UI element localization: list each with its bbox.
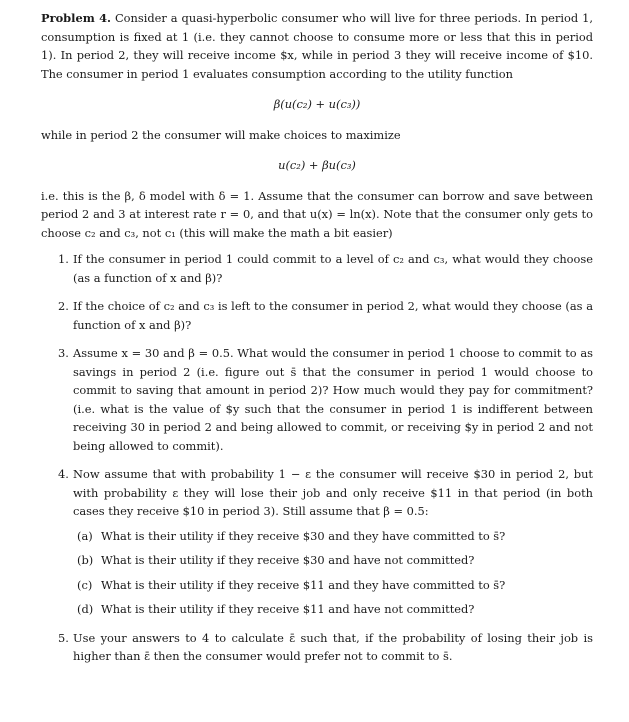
problem-middle-text: while in period 2 the consumer will make choices to maximize (41, 127, 401, 142)
question-item (41, 465, 593, 619)
question-text: Assume x = 30 and β = 0.5. What would the consumer in period 1 choose to commit to as savings in period 2 (i.e. figure out s̄ that the consumer in period 1 would choose to commit to saving that amount in period 2)? How much would they pay for commitment? (i.e. what is the value of $y such that the consumer in period 1 is indifferent between receiving 30 in period 2 and being allowed to commit, or receiving $y in period 2 and not being allowed to commit). (73, 346, 593, 453)
question-number: 2. (58, 299, 69, 313)
question-number: 3. (58, 346, 69, 360)
question-number: 5. (58, 630, 69, 645)
problem-intro-text: Consider a quasi-hyperbolic consumer who will live for three periods. In period 1, consumption is fixed at 1 (i.e. they cannot choose to consume more or less that this in period 1). In period 2, they will receive income $x, while in period 3 they will receive income of $10. The consumer in period 1 evaluates consumption according to the utility function (41, 11, 593, 81)
sub-question-item (73, 576, 593, 595)
question-text: Use your answers to 4 to calculate ε̄ such that, if the probability of losing their job is higher than ε̄ then the consumer would prefer not to commit to s̄. (73, 630, 593, 663)
utility-equation-period-1: β(u(c₂) + u(c₃)) (273, 97, 361, 111)
sub-question-text: What is their utility if they receive $11 and they have committed to s̄? (101, 577, 506, 592)
problem-intro-paragraph (41, 9, 593, 83)
utility-equation-period-2: u(c₂) + βu(c₃) (278, 158, 356, 172)
sub-question-item (73, 551, 593, 570)
question-item (41, 250, 593, 287)
sub-question-label: (c) (77, 577, 93, 592)
question-text: If the choice of c₂ and c₃ is left to the consumer in period 2, what would they choose (as a function of x and β)? (73, 299, 593, 332)
question-list (41, 250, 593, 666)
sub-question-item (73, 527, 593, 546)
question-number: 1. (58, 252, 69, 266)
question-number: 4. (58, 467, 69, 481)
sub-question-text: What is their utility if they receive $30 and have not committed? (101, 553, 475, 567)
question-item (41, 344, 593, 455)
question-item (41, 297, 593, 334)
question-item (41, 629, 593, 666)
sub-question-text: What is their utility if they receive $30 and they have committed to s̄? (101, 528, 506, 543)
sub-question-text: What is their utility if they receive $11 and have not committed? (101, 602, 475, 616)
question-text: Now assume that with probability 1 − ε the consumer will receive $30 in period 2, but with probability ε they will lose their job and only receive $11 in that period (in both cases they receive $10 in period 3). Still assume that β = 0.5: (73, 467, 593, 518)
sub-question-label: (d) (77, 602, 94, 616)
sub-question-list (73, 527, 593, 619)
question-text: If the consumer in period 1 could commit to a level of c₂ and c₃, what would they choose (as a function of x and β)? (73, 252, 593, 285)
problem-assumptions-text: i.e. this is the β, δ model with δ = 1. Assume that the consumer can borrow and save between period 2 and 3 at interest rate r = 0, and that u(x) = ln(x). Note that the consumer only gets to choose c₂ and c₃, not c₁ (this will make the math a bit easier) (41, 188, 593, 240)
sub-question-label: (b) (77, 553, 94, 567)
sub-question-label: (a) (77, 528, 93, 543)
problem-title: Problem 4. (41, 11, 111, 25)
sub-question-item (73, 600, 593, 619)
